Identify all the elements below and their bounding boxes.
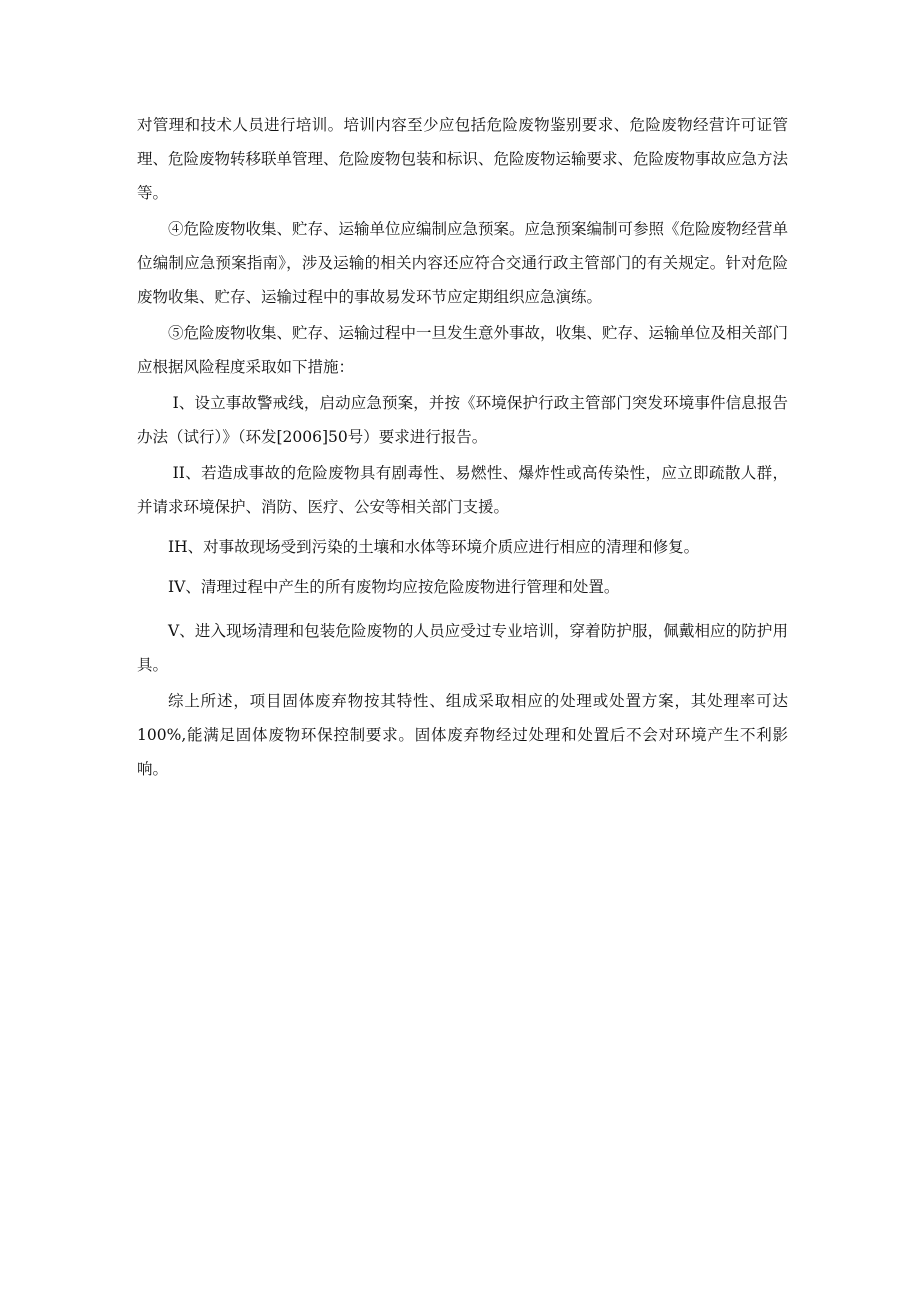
paragraph-training-content: 对管理和技术人员进行培训。培训内容至少应包括危险废物鉴别要求、危险废物经营许可证管理、危险废物转移联单管理、危险废物包装和标识、危险废物运输要求、危险废物事故应急方法等。 xyxy=(137,116,789,202)
paragraph-measure-2: II、若造成事故的危险废物具有剧毒性、易燃性、爆炸性或高传染性，应立即疏散人群，并请求环境保护、消防、医疗、公安等相关部门支援。 xyxy=(137,464,788,516)
paragraph-accident-measures: ⑤危险废物收集、贮存、运输过程中一旦发生意外事故，收集、贮存、运输单位及相关部门应根据风险程度采取如下措施： xyxy=(137,324,789,376)
paragraph-measure-4: IV、清理过程中产生的所有废物均应按危险废物进行管理和处置。 xyxy=(168,578,620,596)
document-body xyxy=(137,108,788,786)
paragraph-measure-5: V、进入现场清理和包装危险废物的人员应受过专业培训，穿着防护服，佩戴相应的防护用具。 xyxy=(137,622,788,674)
paragraph-measure-1: I、设立事故警戒线，启动应急预案，并按《环境保护行政主管部门突发环境事件信息报告办法（试行）》（环发[2006]50号）要求进行报告。 xyxy=(137,394,788,446)
paragraph-conclusion: 综上所述，项目固体废弃物按其特性、组成采取相应的处理或处置方案，其处理率可达100%,能满足固体废物环保控制要求。固体废弃物经过处理和处置后不会对环境产生不利影响。 xyxy=(137,692,788,778)
paragraph-measure-3: IH、对事故现场受到污染的土壤和水体等环境介质应进行相应的清理和修复。 xyxy=(168,538,700,556)
paragraph-emergency-plan: ④危险废物收集、贮存、运输单位应编制应急预案。应急预案编制可参照《危险废物经营单位编制应急预案指南》，涉及运输的相关内容还应符合交通行政主管部门的有关规定。针对危险废物收集、贮存、运输过程中的事故易发环节应定期组织应急演练。 xyxy=(137,220,789,306)
